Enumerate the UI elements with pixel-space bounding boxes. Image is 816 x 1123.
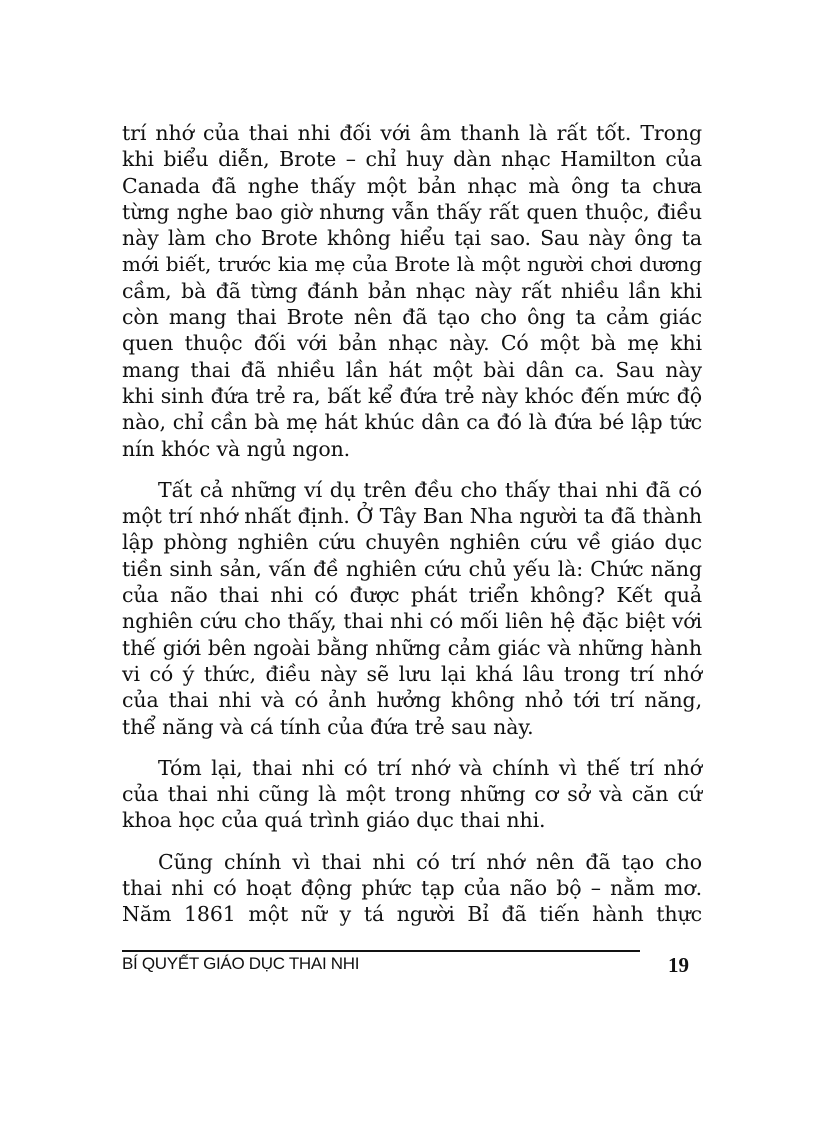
paragraph-2	[122, 477, 702, 740]
paragraph-4	[122, 849, 702, 928]
text-line: khi sinh đứa trẻ ra, bất kể đứa trẻ này khóc đến mức độ	[122, 383, 702, 408]
text-line: của thai nhi cũng là một trong những cơ sở và căn cứ	[122, 782, 702, 807]
text-line: Năm 1861 một nữ y tá người Bỉ đã tiến hành thực	[122, 902, 702, 927]
text-line: này làm cho Brote không hiểu tại sao. Sau này ông ta	[122, 226, 702, 251]
text-line: khoa học của quá trình giáo dục thai nhi.	[122, 808, 546, 833]
text-line: thai nhi có hoạt động phức tạp của não bộ – nằm mơ.	[122, 876, 702, 901]
text-line: còn mang thai Brote nên đã tạo cho ông ta cảm giác	[122, 305, 702, 330]
text-line: trí nhớ của thai nhi đối với âm thanh là rất tốt. Trong	[122, 121, 702, 145]
text-line: một trí nhớ nhất định. Ở Tây Ban Nha người ta đã thành	[122, 504, 702, 529]
text-line: nín khóc và ngủ ngon.	[122, 436, 351, 461]
text-line: vi có ý thức, điều này sẽ lưu lại khá lâu trong trí nhớ	[122, 661, 702, 686]
text-line: Tất cả những ví dụ trên đều cho thấy thai nhi đã có	[158, 477, 702, 502]
paragraph-3	[122, 755, 702, 834]
running-footer-title: BÍ QUYẾT GIÁO DỤC THAI NHI	[122, 954, 360, 973]
text-line: thể năng và cá tính của đứa trẻ sau này.	[122, 714, 534, 739]
footer-divider	[122, 950, 640, 952]
text-line: nào, chỉ cần bà mẹ hát khúc dân ca đó là đứa bé lập tức	[122, 410, 702, 435]
text-line: từng nghe bao giờ nhưng vẫn thấy rất quen thuộc, điều	[122, 199, 702, 224]
text-line: nghiên cứu cho thấy, thai nhi có mối liên hệ đặc biệt với	[122, 609, 702, 634]
text-line: thế giới bên ngoài bằng những cảm giác và những hành	[122, 635, 702, 660]
text-line: Canada đã nghe thấy một bản nhạc mà ông ta chưa	[122, 173, 702, 198]
page-body	[122, 120, 702, 943]
text-line: Tóm lại, thai nhi có trí nhớ và chính vì thế trí nhớ	[158, 755, 702, 780]
page-number: 19	[668, 953, 689, 977]
text-line: khi biểu diễn, Brote – chỉ huy dàn nhạc Hamilton của	[122, 147, 702, 172]
text-line: lập phòng nghiên cứu chuyên nghiên cứu về giáo dục	[122, 530, 702, 555]
paragraph-1	[122, 120, 702, 462]
text-line: mới biết, trước kia mẹ của Brote là một người chơi dương	[122, 252, 702, 277]
text-line: của thai nhi và có ảnh hưởng không nhỏ tới trí năng,	[122, 688, 702, 713]
text-line: tiền sinh sản, vấn đề nghiên cứu chủ yếu là: Chức năng	[122, 556, 702, 581]
text-line: cầm, bà đã từng đánh bản nhạc này rất nhiều lần khi	[122, 278, 702, 303]
text-line: quen thuộc đối với bản nhạc này. Có một bà mẹ khi	[122, 331, 702, 356]
text-line: của não thai nhi có được phát triển không? Kết quả	[122, 583, 702, 608]
text-line: mang thai đã nhiều lần hát một bài dân ca. Sau này	[122, 357, 702, 382]
text-line: Cũng chính vì thai nhi có trí nhớ nên đã tạo cho	[158, 849, 702, 874]
